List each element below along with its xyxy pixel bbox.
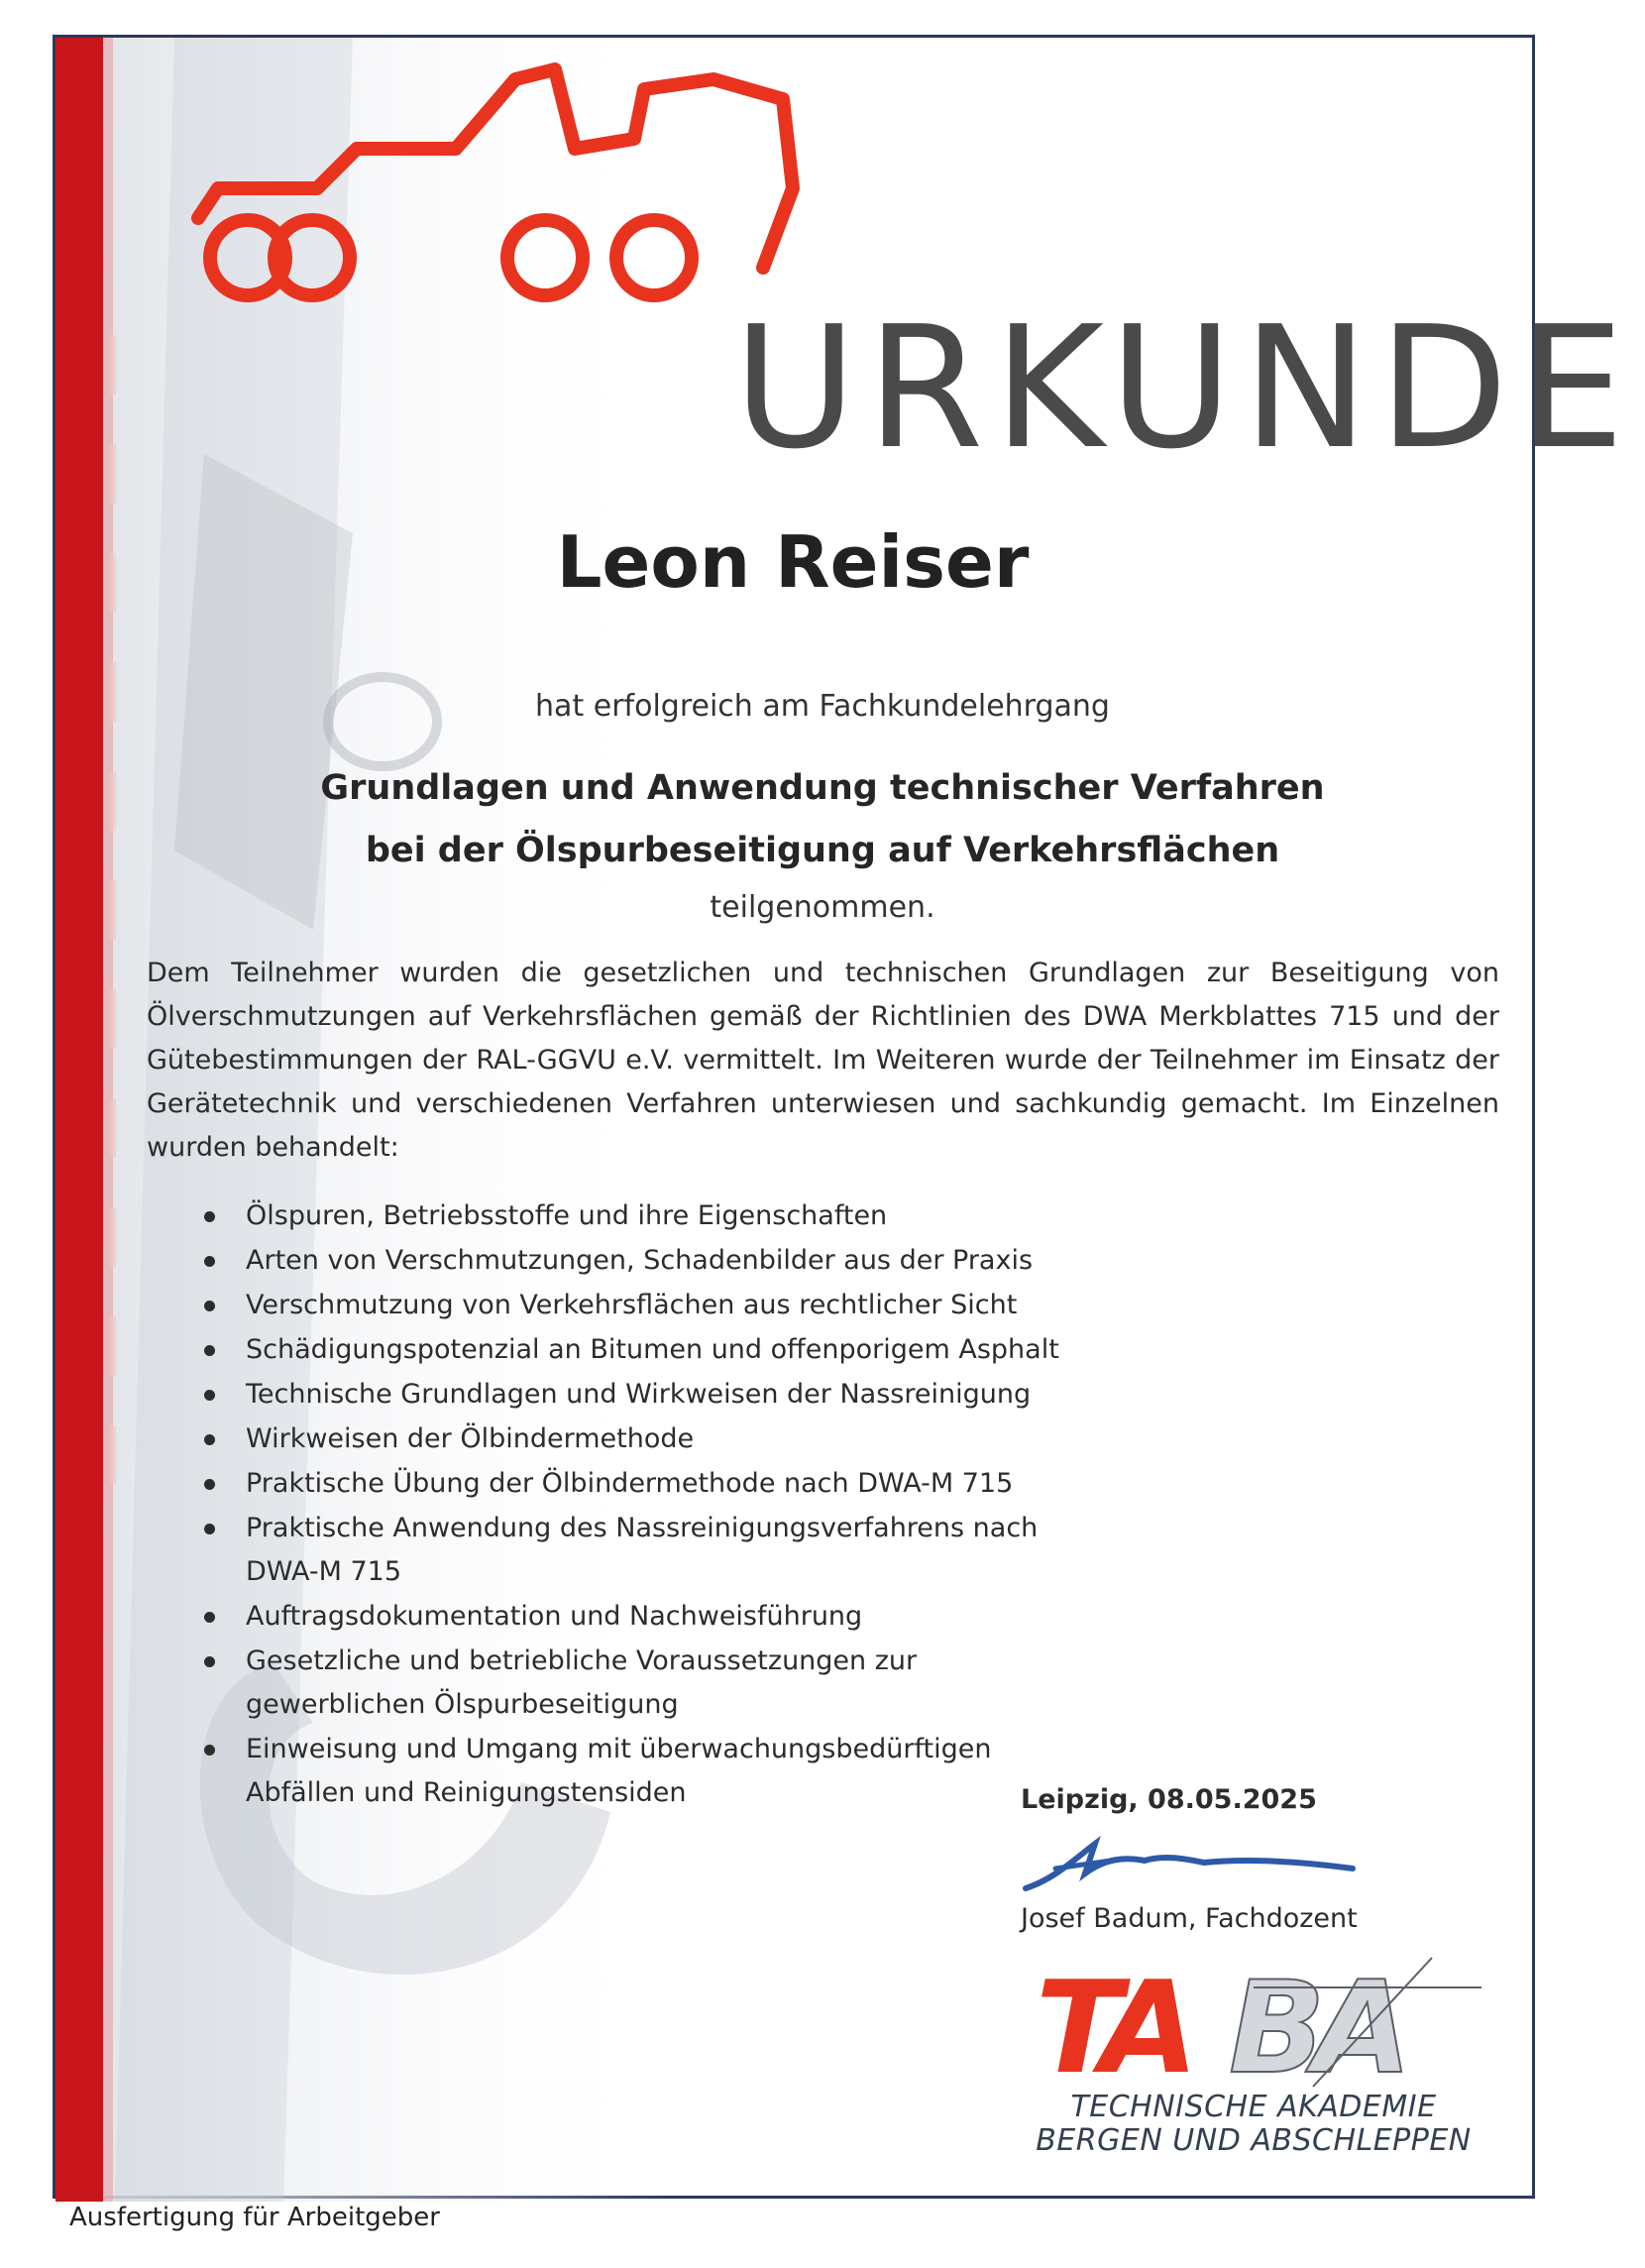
signature-image: [1016, 1829, 1372, 1908]
tow-truck-logo: [119, 30, 1635, 525]
place-and-date: Leipzig, 08.05.2025: [1021, 1784, 1317, 1815]
list-item: Praktische Übung der Ölbindermethode nach DWA-M 715: [198, 1462, 1090, 1506]
list-item: Auftragsdokumentation und Nachweisführung: [198, 1595, 1090, 1639]
list-item: Schädigungspotenzial an Bitumen und offenporigem Asphalt: [198, 1328, 1090, 1372]
list-item: Wirkweisen der Ölbindermethode: [198, 1418, 1090, 1461]
taba-subtitle-line-2: BERGEN UND ABSCHLEPPEN: [1036, 2123, 1472, 2158]
topic-list: [198, 1194, 1090, 1816]
list-item: Technische Grundlagen und Wirkweisen der Nassreinigung: [198, 1373, 1090, 1417]
list-item: Gesetzliche und betriebliche Voraussetzungen zur gewerblichen Ölspurbeseitigung: [198, 1640, 939, 1727]
list-item: Einweisung und Umgang mit überwachungsbedürftigen Abfällen und Reinigungstensiden: [198, 1728, 1009, 1815]
copy-note: Ausfertigung für Arbeitgeber: [69, 2203, 440, 2232]
list-item: Arten von Verschmutzungen, Schadenbilder aus der Praxis: [198, 1239, 1090, 1283]
recipient-name: Leon Reiser: [556, 520, 1030, 604]
list-item: Verschmutzung von Verkehrsflächen aus rechtlicher Sicht: [198, 1284, 1090, 1327]
signer-name: Josef Badum, Fachdozent: [1021, 1903, 1358, 1934]
list-item: Praktische Anwendung des Nassreinigungsverfahrens nach DWA-M 715: [198, 1507, 1090, 1594]
certificate-title: URKUNDE: [733, 290, 1635, 487]
course-description: Dem Teilnehmer wurden die gesetzlichen und technischen Grundlagen zur Beseitigung von Ölverschmutzungen auf Verkehrsflächen gemäß der Richtlinien des DWA Merkblattes 715 und der Gütebestimmungen der RAL-GGVU e.V. vermittelt. Im Weiteren wurde der Teilnehmer im Einsatz der Gerätetechnik und verschiedenen Verfahren unterwiesen und sachkundig gemacht. Im Einzelnen wurden behandelt:: [147, 958, 1499, 1163]
taba-subtitle-line-1: TECHNISCHE AKADEMIE: [1070, 2090, 1437, 2124]
intro-text: hat erfolgreich am Fachkundelehrgang: [535, 689, 1110, 724]
outro-text: teilgenommen.: [710, 890, 935, 925]
taba-logo: [1016, 1955, 1491, 2102]
taba-logo-text-ta: TA: [1036, 1955, 1187, 2102]
course-title-line-2: bei der Ölspurbeseitigung auf Verkehrsflächen: [365, 831, 1280, 870]
course-title-line-1: Grundlagen und Anwendung technischer Verfahren: [320, 768, 1325, 808]
taba-logo-text-ba: BA: [1229, 1955, 1400, 2102]
list-item: Ölspuren, Betriebsstoffe und ihre Eigenschaften: [198, 1194, 1090, 1238]
